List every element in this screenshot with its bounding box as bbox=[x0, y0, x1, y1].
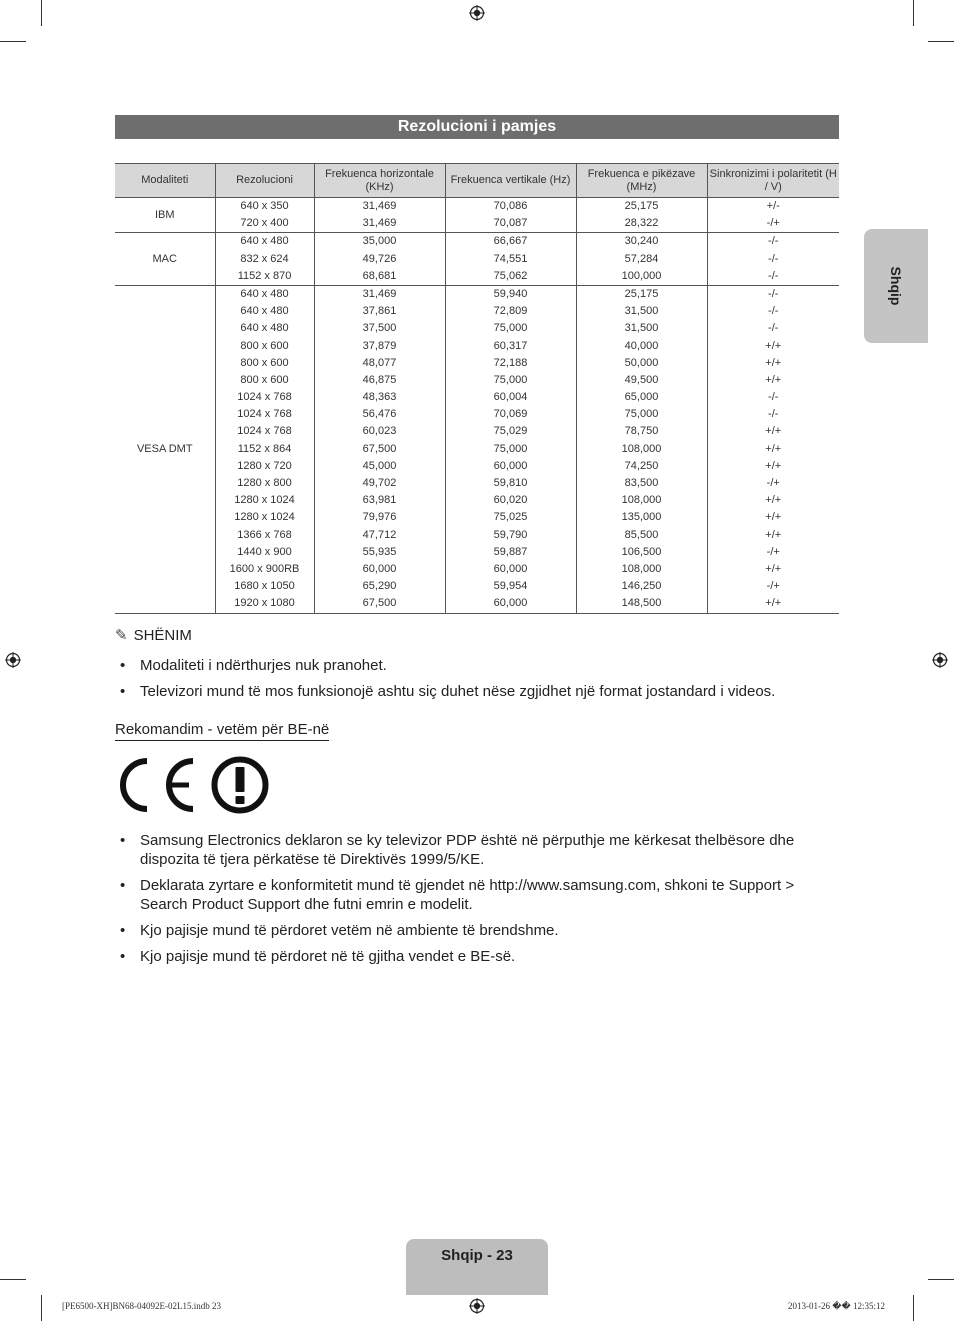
table-cell: 60,004 bbox=[493, 391, 528, 404]
table-cell: -/- bbox=[768, 287, 779, 300]
table-cell: 31,469 bbox=[362, 287, 397, 300]
ce-mark-icon bbox=[117, 757, 197, 813]
table-cell: 72,809 bbox=[493, 305, 528, 318]
crop-mark bbox=[928, 41, 954, 42]
table-cell: 75,062 bbox=[493, 269, 528, 282]
table-cell: 1280 x 720 bbox=[237, 459, 292, 472]
table-cell: 148,500 bbox=[621, 597, 662, 610]
table-cell: 30,240 bbox=[624, 235, 659, 248]
table-cell: 108,000 bbox=[621, 494, 662, 507]
table-cell: 100,000 bbox=[621, 269, 662, 282]
table-cell: 1600 x 900RB bbox=[229, 562, 300, 575]
table-cell: 59,790 bbox=[493, 528, 528, 541]
crop-mark bbox=[928, 1279, 954, 1280]
note-heading bbox=[115, 626, 192, 644]
table-cell: 640 x 480 bbox=[240, 305, 289, 318]
table-cell: 50,000 bbox=[624, 356, 659, 369]
table-cell: 31,469 bbox=[362, 200, 397, 212]
table-cell: 1680 x 1050 bbox=[234, 580, 295, 593]
page-number-tab bbox=[406, 1239, 548, 1295]
table-cell: 25,175 bbox=[624, 200, 659, 212]
table-cell: 48,077 bbox=[362, 356, 397, 369]
table-cell: 49,726 bbox=[362, 252, 397, 265]
table-cell-column bbox=[445, 233, 576, 286]
table-cell: 1024 x 768 bbox=[237, 408, 292, 421]
table-cell: 1152 x 864 bbox=[237, 442, 292, 455]
list-item: • Samsung Electronics deklaron se ky televizor PDP është në përputhje me kërkesat thelbësore dhe dispozita të tjera përkatëse të Direktivës 1999/5/KE. bbox=[115, 831, 839, 869]
table-cell: 75,000 bbox=[493, 442, 528, 455]
table-cell: 37,861 bbox=[362, 305, 397, 318]
table-cell: 49,500 bbox=[624, 373, 659, 386]
table-cell: +/+ bbox=[765, 597, 782, 610]
table-cell: +/+ bbox=[765, 494, 782, 507]
crop-mark bbox=[0, 1279, 26, 1280]
resolution-table bbox=[115, 163, 839, 614]
table-cell: 37,879 bbox=[362, 339, 397, 352]
recommendation-heading: Rekomandim - vetëm për BE-në bbox=[115, 721, 329, 741]
mode-cell: IBM bbox=[115, 198, 215, 233]
table-cell: 56,476 bbox=[362, 408, 397, 421]
column-header: Frekuenca vertikale (Hz) bbox=[445, 164, 576, 198]
table-cell: 45,000 bbox=[362, 459, 397, 472]
table-cell: 28,322 bbox=[624, 217, 659, 230]
table-cell: +/+ bbox=[765, 562, 782, 575]
table-cell-column bbox=[314, 233, 445, 286]
table-cell-column bbox=[445, 198, 576, 233]
table-cell: 31,469 bbox=[362, 217, 397, 230]
alert-class-2-icon bbox=[211, 756, 269, 814]
table-cell: -/+ bbox=[766, 580, 780, 593]
table-cell-column bbox=[314, 285, 445, 613]
table-cell: 47,712 bbox=[362, 528, 397, 541]
table-cell: 67,500 bbox=[362, 597, 397, 610]
table-cell-column bbox=[576, 285, 707, 613]
table-cell-column bbox=[215, 198, 314, 233]
table-cell: 70,087 bbox=[493, 217, 528, 230]
table-cell: -/+ bbox=[766, 545, 780, 558]
table-cell: 55,935 bbox=[362, 545, 397, 558]
table-cell: 60,000 bbox=[493, 459, 528, 472]
table-cell: 135,000 bbox=[621, 511, 662, 524]
language-side-tab bbox=[864, 229, 928, 343]
table-cell: +/+ bbox=[765, 373, 782, 386]
table-cell: 1280 x 800 bbox=[237, 477, 292, 489]
crop-mark bbox=[41, 0, 42, 26]
crop-mark bbox=[913, 0, 914, 26]
table-cell: 106,500 bbox=[621, 545, 662, 558]
column-header: Frekuenca horizontale (KHz) bbox=[314, 164, 445, 198]
table-cell: -/- bbox=[768, 408, 779, 421]
table-cell: +/+ bbox=[765, 442, 782, 455]
table-cell: 74,551 bbox=[493, 252, 528, 265]
crop-mark bbox=[41, 1295, 42, 1321]
table-row bbox=[115, 233, 839, 286]
table-cell: 60,000 bbox=[493, 562, 528, 575]
table-cell: 1024 x 768 bbox=[237, 391, 292, 404]
table-header-row bbox=[115, 164, 839, 198]
table-cell: 67,500 bbox=[362, 442, 397, 455]
table-cell: 1920 x 1080 bbox=[234, 597, 295, 610]
table-cell: 59,940 bbox=[493, 287, 528, 300]
table-cell: 68,681 bbox=[362, 269, 397, 282]
table-row bbox=[115, 198, 839, 233]
table-cell: 46,875 bbox=[362, 373, 397, 386]
table-cell: 83,500 bbox=[624, 477, 659, 489]
mode-cell: MAC bbox=[115, 233, 215, 286]
table-cell: 1440 x 900 bbox=[237, 545, 292, 558]
table-cell-column bbox=[707, 285, 839, 613]
recommendation-list bbox=[115, 831, 839, 973]
table-cell: 70,086 bbox=[493, 200, 528, 212]
table-cell: 800 x 600 bbox=[240, 356, 289, 369]
table-cell-column bbox=[707, 198, 839, 233]
table-cell: 1280 x 1024 bbox=[234, 494, 295, 507]
table-cell: 640 x 480 bbox=[240, 322, 289, 335]
list-item: • Modaliteti i ndërthurjes nuk pranohet. bbox=[115, 656, 839, 675]
list-item: • Kjo pajisje mund të përdoret vetëm në ambiente të brendshme. bbox=[115, 921, 839, 940]
table-cell: 146,250 bbox=[621, 580, 662, 593]
table-cell-column bbox=[314, 198, 445, 233]
footer-file-info: [PE6500-XH]BN68-04092E-02L15.indb 23 bbox=[62, 1301, 221, 1311]
table-cell: 1280 x 1024 bbox=[234, 511, 295, 524]
table-cell: -/- bbox=[768, 235, 779, 248]
table-cell: 75,029 bbox=[493, 425, 528, 438]
table-cell: 59,810 bbox=[493, 477, 528, 489]
table-cell: 65,290 bbox=[362, 580, 397, 593]
table-cell: 31,500 bbox=[624, 305, 659, 318]
table-cell: 1152 x 870 bbox=[237, 269, 292, 282]
table-cell: 72,188 bbox=[493, 356, 528, 369]
column-header: Sinkronizimi i polaritetit (H / V) bbox=[707, 164, 839, 198]
list-item: • Televizori mund të mos funksionojë ashtu siç duhet nëse zgjidhet një format jostandard i videos. bbox=[115, 682, 839, 701]
table-cell: 60,000 bbox=[362, 562, 397, 575]
table-cell: 85,500 bbox=[624, 528, 659, 541]
registration-mark-icon bbox=[469, 5, 485, 21]
table-cell: 75,025 bbox=[493, 511, 528, 524]
table-cell: 78,750 bbox=[624, 425, 659, 438]
table-cell: -/- bbox=[768, 305, 779, 318]
table-cell: 48,363 bbox=[362, 391, 397, 404]
table-cell: +/+ bbox=[765, 528, 782, 541]
table-cell: 75,000 bbox=[493, 322, 528, 335]
table-cell: +/- bbox=[766, 200, 780, 212]
table-cell-column bbox=[445, 285, 576, 613]
table-cell: 108,000 bbox=[621, 562, 662, 575]
table-cell-column bbox=[576, 233, 707, 286]
registration-mark-icon bbox=[469, 1298, 485, 1314]
table-cell: +/+ bbox=[765, 511, 782, 524]
table-cell: -/+ bbox=[766, 477, 780, 489]
table-cell: 60,000 bbox=[493, 597, 528, 610]
table-cell: 800 x 600 bbox=[240, 339, 289, 352]
column-header: Frekuenca e pikëzave (MHz) bbox=[576, 164, 707, 198]
table-cell: 79,976 bbox=[362, 511, 397, 524]
table-cell: 640 x 480 bbox=[240, 287, 289, 300]
table-cell: 75,000 bbox=[624, 408, 659, 421]
mode-cell: VESA DMT bbox=[115, 285, 215, 613]
table-cell: 60,317 bbox=[493, 339, 528, 352]
table-cell: 63,981 bbox=[362, 494, 397, 507]
table-cell: 65,000 bbox=[624, 391, 659, 404]
table-cell: +/+ bbox=[765, 425, 782, 438]
table-cell: 59,954 bbox=[493, 580, 528, 593]
table-cell: 1024 x 768 bbox=[237, 425, 292, 438]
table-cell: 74,250 bbox=[624, 459, 659, 472]
section-title: Rezolucioni i pamjes bbox=[115, 115, 839, 139]
registration-mark-icon bbox=[932, 652, 948, 668]
table-cell: 49,702 bbox=[362, 477, 397, 489]
table-cell: 70,069 bbox=[493, 408, 528, 421]
table-cell: 37,500 bbox=[362, 322, 397, 335]
table-cell: 59,887 bbox=[493, 545, 528, 558]
table-cell: 60,020 bbox=[493, 494, 528, 507]
table-cell: -/+ bbox=[766, 217, 780, 230]
table-cell: +/+ bbox=[765, 339, 782, 352]
table-cell: 60,023 bbox=[362, 425, 397, 438]
table-cell: 800 x 600 bbox=[240, 373, 289, 386]
table-cell: 35,000 bbox=[362, 235, 397, 248]
table-cell: 640 x 350 bbox=[240, 200, 289, 212]
table-cell-column bbox=[215, 233, 314, 286]
crop-mark bbox=[913, 1295, 914, 1321]
table-cell: 31,500 bbox=[624, 322, 659, 335]
table-cell: 66,667 bbox=[493, 235, 528, 248]
table-cell: -/- bbox=[768, 391, 779, 404]
list-item: • Kjo pajisje mund të përdoret në të gjitha vendet e BE-së. bbox=[115, 947, 839, 966]
note-heading-label: SHËNIM bbox=[133, 627, 192, 644]
table-cell: +/+ bbox=[765, 356, 782, 369]
table-cell: +/+ bbox=[765, 459, 782, 472]
registration-mark-icon bbox=[5, 652, 21, 668]
table-cell: 57,284 bbox=[624, 252, 659, 265]
table-cell: 832 x 624 bbox=[240, 252, 289, 265]
table-cell: 640 x 480 bbox=[240, 235, 289, 248]
table-row bbox=[115, 285, 839, 613]
crop-mark bbox=[0, 41, 26, 42]
column-header: Modaliteti bbox=[115, 164, 215, 198]
table-cell: -/- bbox=[768, 322, 779, 335]
table-cell: 1366 x 768 bbox=[237, 528, 292, 541]
note-list bbox=[115, 656, 839, 708]
footer-timestamp: 2013-01-26 �� 12:35:12 bbox=[788, 1301, 885, 1311]
table-cell: -/- bbox=[768, 252, 779, 265]
table-cell-column bbox=[707, 233, 839, 286]
page-number-label: Shqip - 23 bbox=[441, 1247, 513, 1264]
table-cell-column bbox=[215, 285, 314, 613]
table-cell: 25,175 bbox=[624, 287, 659, 300]
table-body bbox=[115, 198, 839, 614]
table-cell-column bbox=[576, 198, 707, 233]
table-cell: 40,000 bbox=[624, 339, 659, 352]
language-side-tab-label: Shqip bbox=[888, 266, 904, 306]
table-cell: 720 x 400 bbox=[240, 217, 289, 230]
table-cell: 108,000 bbox=[621, 442, 662, 455]
pencil-note-icon: ✎ bbox=[115, 627, 128, 644]
table-cell: -/- bbox=[768, 269, 779, 282]
table-cell: 75,000 bbox=[493, 373, 528, 386]
column-header: Rezolucioni bbox=[215, 164, 314, 198]
list-item: • Deklarata zyrtare e konformitetit mund të gjendet në http://www.samsung.com, shkoni te Support > Search Product Support dhe futni emrin e modelit. bbox=[115, 876, 839, 914]
